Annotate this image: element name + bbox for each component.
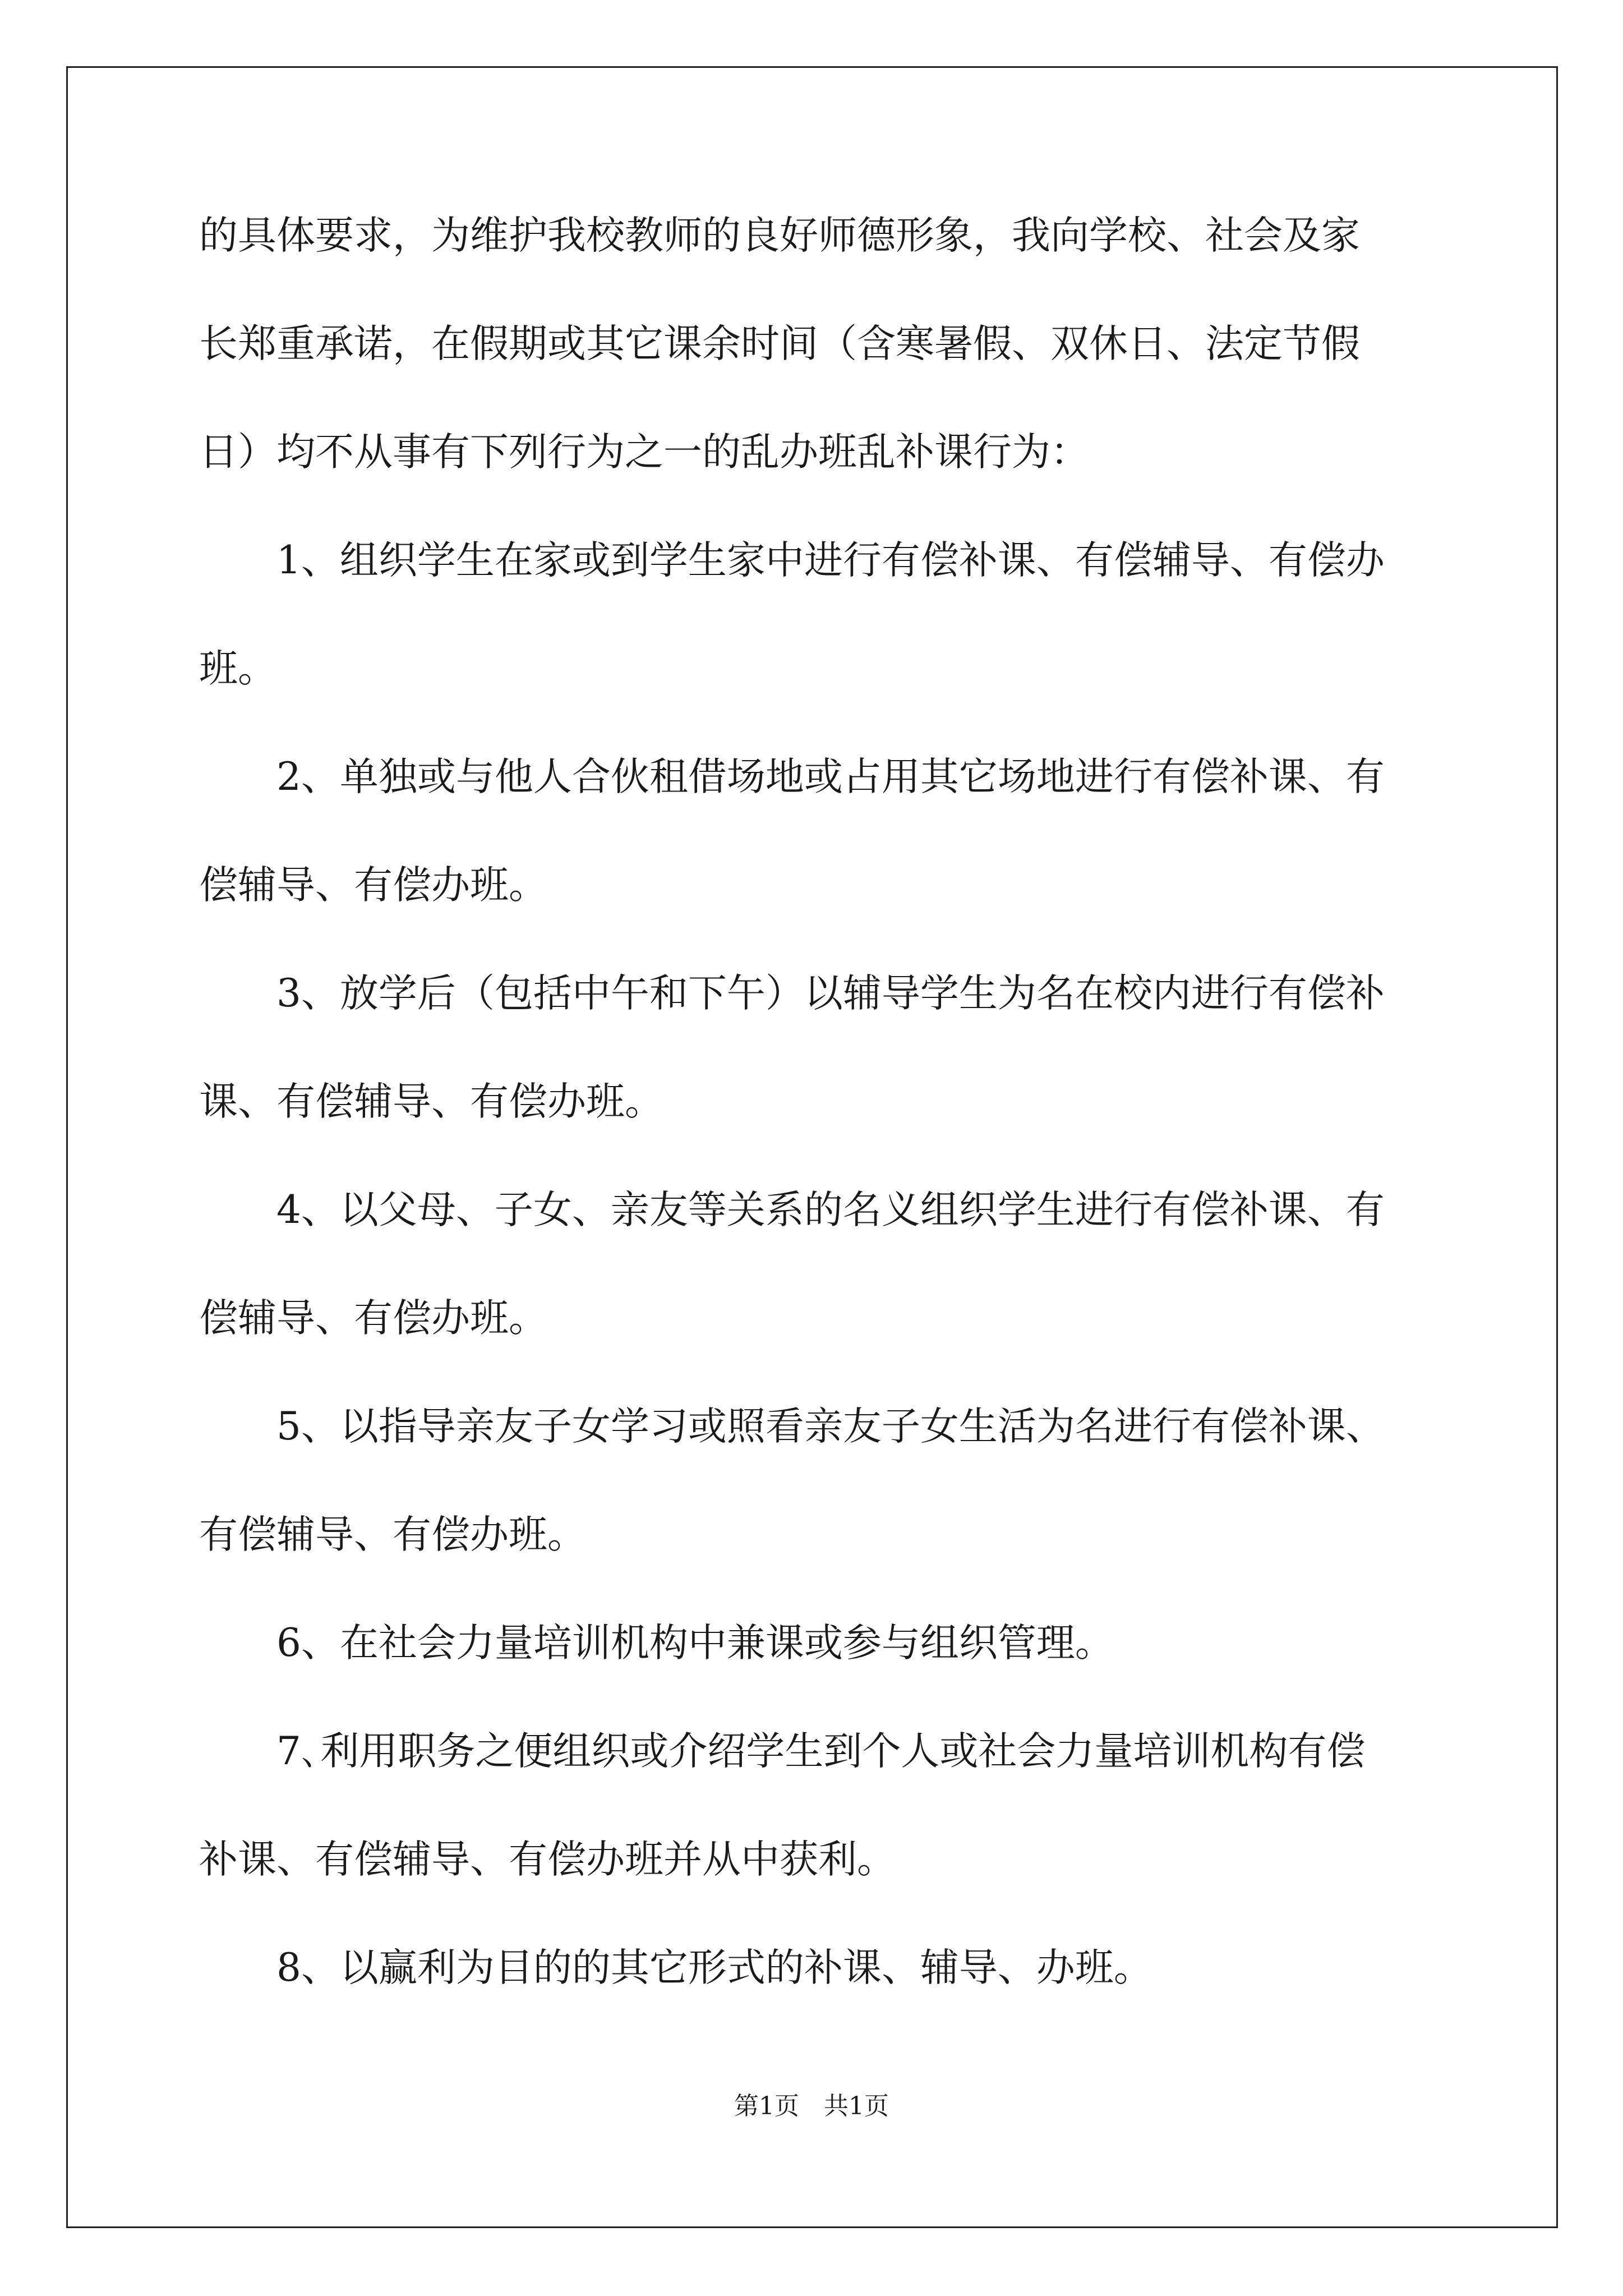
text-line: 7､利用职务之便组织或介绍学生到个人或社会力量培训机构有偿	[199, 1729, 1366, 1774]
text-line: 的具体要求，为维护我校教师的良好师德形象，我向学校、社会及家	[199, 213, 1360, 258]
text-line: 长郑重承诺，在假期或其它课余时间（含寒暑假、双休日、法定节假	[199, 321, 1360, 366]
page-border	[66, 66, 1558, 2228]
text-line: 班。	[199, 646, 276, 691]
text-line: 补课、有偿辅导、有偿办班并从中获利。	[199, 1837, 896, 1882]
text-line: 2、单独或与他人合伙租借场地或占用其它场地进行有偿补课、有	[199, 754, 1385, 799]
text-line: 日）均不从事有下列行为之一的乱办班乱补课行为：	[199, 430, 1089, 475]
text-line: 课、有偿辅导、有偿办班。	[199, 1079, 663, 1124]
text-line: 偿辅导、有偿办班。	[199, 863, 547, 908]
text-line: 3、放学后（包括中午和下午）以辅导学生为名在校内进行有偿补	[199, 971, 1385, 1016]
text-line: 6、在社会力量培训机构中兼课或参与组织管理。	[199, 1621, 1114, 1665]
text-line: 8、以赢利为目的的其它形式的补课、辅导、办班。	[199, 1945, 1152, 1990]
text-line: 1、组织学生在家或到学生家中进行有偿补课、有偿辅导、有偿办	[199, 538, 1385, 583]
text-line: 4、以父母、子女、亲友等关系的名义组织学生进行有偿补课、有	[199, 1188, 1385, 1232]
page-number-footer: 第1页 共1页	[734, 2092, 889, 2120]
text-line: 5、以指导亲友子女学习或照看亲友子女生活为名进行有偿补课、	[199, 1404, 1385, 1449]
text-line: 偿辅导、有偿办班。	[199, 1296, 547, 1341]
text-line: 有偿辅导、有偿办班。	[199, 1512, 586, 1557]
